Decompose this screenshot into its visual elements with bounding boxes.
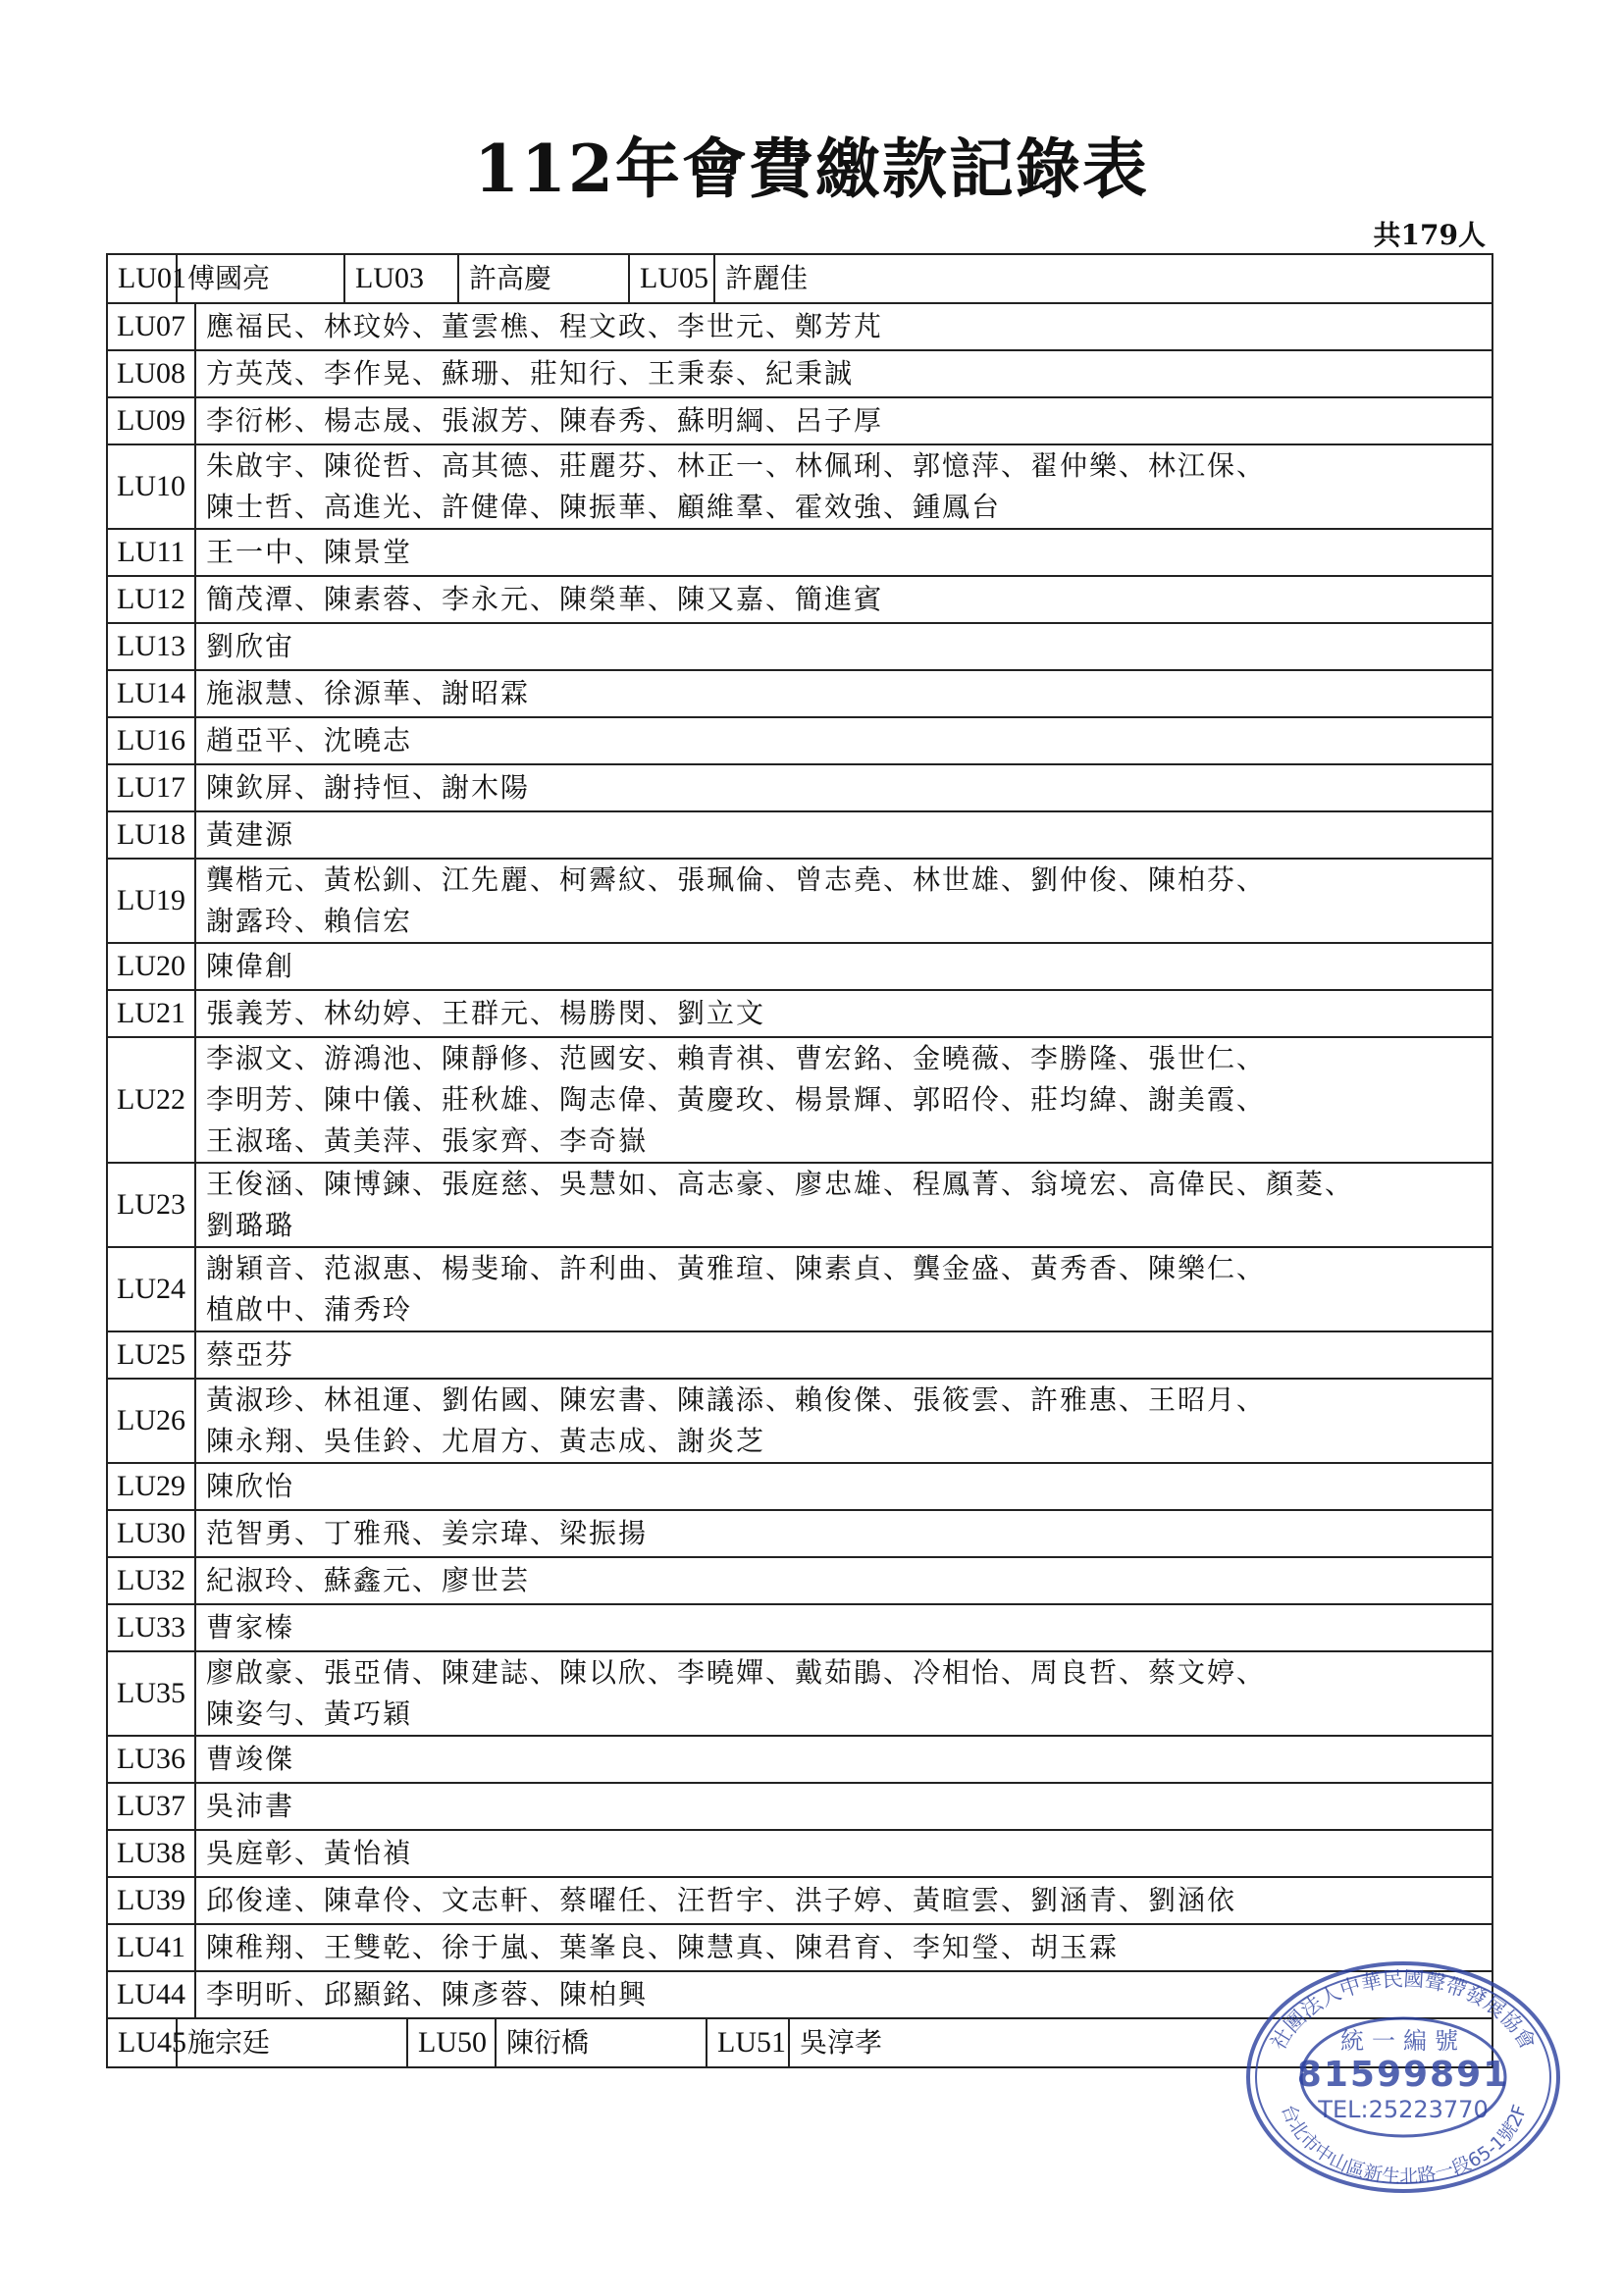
table-row [107, 1651, 1492, 1736]
table-row [107, 576, 1492, 623]
names-line: 王一中、陳景堂 [206, 536, 413, 568]
table-row [107, 1604, 1492, 1651]
member-code: LU26 [107, 1379, 195, 1463]
member-code: LU07 [107, 303, 195, 350]
member-names [195, 623, 1492, 670]
member-code: LU24 [107, 1247, 195, 1331]
member-names [195, 1163, 1492, 1247]
table-row [107, 990, 1492, 1037]
names-line: 曹竣傑 [206, 1743, 295, 1775]
member-names [195, 1736, 1492, 1783]
table-row [107, 943, 1492, 990]
member-names [195, 529, 1492, 576]
member-code: LU17 [107, 764, 195, 811]
seal-tel: TEL:25223770 [1318, 2096, 1489, 2123]
member-names [195, 1037, 1492, 1163]
member-names [195, 1877, 1492, 1924]
member-name: 陳衍橋 [496, 2019, 707, 2066]
organization-seal [1242, 1957, 1564, 2198]
seal-address: 台北市中山區新生北路一段65-1號2F [1277, 2101, 1532, 2188]
table-row [107, 1877, 1492, 1924]
names-line: 王淑瑤、黃美萍、張家齊、李奇嶽 [206, 1124, 649, 1157]
member-code: LU50 [407, 2019, 496, 2066]
seal-number: 81599891 [1296, 2055, 1510, 2095]
names-line: 曹家榛 [206, 1611, 295, 1644]
member-name: 許麗佳 [714, 255, 1492, 302]
member-code: LU20 [107, 943, 195, 990]
total-count: 共179人 [1373, 219, 1486, 251]
table-row [107, 1510, 1492, 1557]
table-row [107, 303, 1492, 350]
names-line: 吳庭彰、黃怡禎 [206, 1837, 413, 1869]
member-names [195, 303, 1492, 350]
member-code: LU01 [118, 262, 186, 294]
table-row [107, 1163, 1492, 1247]
member-code: LU44 [107, 1971, 195, 2018]
member-code: LU13 [107, 623, 195, 670]
member-code: LU09 [107, 397, 195, 444]
member-code: LU10 [107, 444, 195, 529]
payment-record-table [106, 253, 1493, 2068]
table-row-first [107, 254, 1492, 303]
table-row [107, 1247, 1492, 1331]
names-line: 王俊涵、陳博鍊、張庭慈、吳慧如、高志豪、廖忠雄、程鳳菁、翁境宏、高偉民、顏菱、 [206, 1168, 1355, 1200]
names-line: 朱啟宇、陳從哲、高其德、莊麗芬、林正一、林佩琍、郭憶萍、翟仲樂、林江保、 [206, 449, 1267, 482]
table-row [107, 397, 1492, 444]
member-code: LU16 [107, 717, 195, 764]
names-line: 趙亞平、沈曉志 [206, 724, 413, 757]
names-line: 陳稚翔、王雙乾、徐于嵐、葉峯良、陳慧真、陳君育、李知瑩、胡玉霖 [206, 1931, 1120, 1963]
names-line: 黃建源 [206, 818, 295, 851]
names-line: 黃淑珍、林祖運、劉佑國、陳宏書、陳議添、賴俊傑、張筱雲、許雅惠、王昭月、 [206, 1383, 1267, 1416]
names-line: 陳欣怡 [206, 1470, 295, 1502]
member-names [195, 1783, 1492, 1830]
member-names [195, 350, 1492, 397]
member-names [195, 576, 1492, 623]
table-row [107, 1463, 1492, 1510]
member-names [195, 397, 1492, 444]
member-names [195, 1510, 1492, 1557]
member-names [195, 1247, 1492, 1331]
member-code: LU23 [107, 1163, 195, 1247]
member-name: 傅國亮 [177, 255, 344, 302]
member-code: LU14 [107, 670, 195, 717]
member-code: LU35 [107, 1651, 195, 1736]
member-names [195, 764, 1492, 811]
member-code: LU30 [107, 1510, 195, 1557]
names-line: 植啟中、蒲秀玲 [206, 1293, 413, 1326]
member-names [195, 1331, 1492, 1379]
member-code: LU29 [107, 1463, 195, 1510]
member-code: LU05 [629, 255, 714, 302]
names-line: 李淑文、游鴻池、陳靜修、范國安、賴青祺、曹宏銘、金曉薇、李勝隆、張世仁、 [206, 1042, 1267, 1074]
table-row [107, 1830, 1492, 1877]
names-line: 張義芳、林幼婷、王群元、楊勝閔、劉立文 [206, 997, 766, 1029]
member-names [195, 811, 1492, 859]
names-line: 李衍彬、楊志晟、張淑芳、陳春秀、蘇明綱、呂子厚 [206, 404, 884, 437]
page-title: 112年會費繳款記錄表 [474, 130, 1149, 207]
names-line: 陳姿勻、黃巧穎 [206, 1697, 413, 1730]
names-line: 陳士哲、高進光、許健偉、陳振華、顧維羣、霍效強、鍾鳳台 [206, 491, 1002, 523]
member-names [195, 1604, 1492, 1651]
names-line: 劉欣宙 [206, 630, 295, 662]
member-names [195, 1830, 1492, 1877]
seal-ring-text: 社團法人中華民國聲帶發展協會 [1266, 1966, 1541, 2055]
table-row [107, 623, 1492, 670]
member-code: LU03 [344, 255, 458, 302]
member-code: LU25 [107, 1331, 195, 1379]
names-line: 陳偉創 [206, 950, 295, 982]
member-names [195, 1557, 1492, 1604]
member-code: LU36 [107, 1736, 195, 1783]
names-line: 應福民、林玟妗、董雲樵、程文政、李世元、鄭芳芃 [206, 310, 884, 342]
table-row [107, 1331, 1492, 1379]
names-line: 邱俊達、陳韋伶、文志軒、蔡曜任、汪哲宇、洪子婷、黃暄雲、劉涵青、劉涵依 [206, 1884, 1237, 1916]
first-row-split [108, 255, 1492, 302]
names-line: 紀淑玲、蘇鑫元、廖世芸 [206, 1564, 531, 1596]
member-code: LU22 [107, 1037, 195, 1163]
member-code: LU39 [107, 1877, 195, 1924]
table-row [107, 670, 1492, 717]
table-row [107, 529, 1492, 576]
member-code: LU18 [107, 811, 195, 859]
table-row [107, 444, 1492, 529]
member-code: LU11 [107, 529, 195, 576]
member-code: LU37 [107, 1783, 195, 1830]
member-code: LU41 [107, 1924, 195, 1971]
names-line: 龔楷元、黃松釧、江先麗、柯霽紋、張珮倫、曾志堯、林世雄、劉仲俊、陳柏芬、 [206, 863, 1267, 896]
member-names [195, 717, 1492, 764]
member-code: LU19 [107, 859, 195, 943]
member-code: LU32 [107, 1557, 195, 1604]
member-code: LU51 [707, 2019, 789, 2066]
member-code: LU12 [107, 576, 195, 623]
member-names [195, 943, 1492, 990]
table-row [107, 1783, 1492, 1830]
names-line: 施淑慧、徐源華、謝昭霖 [206, 677, 531, 709]
member-name: 施宗廷 [177, 2019, 407, 2066]
table-row [107, 859, 1492, 943]
member-code: LU45 [118, 2026, 186, 2059]
names-line: 劉璐璐 [206, 1209, 295, 1241]
table-row [107, 764, 1492, 811]
names-line: 李明昕、邱顯銘、陳彥蓉、陳柏興 [206, 1978, 649, 2010]
table-row [107, 1557, 1492, 1604]
member-names [195, 1463, 1492, 1510]
table-row [107, 1037, 1492, 1163]
names-line: 陳欽屏、謝持恒、謝木陽 [206, 771, 531, 804]
member-names [195, 1379, 1492, 1463]
names-line: 范智勇、丁雅飛、姜宗瑋、梁振揚 [206, 1517, 649, 1549]
seal-label: 統一編號 [1340, 2027, 1466, 2055]
member-names [195, 670, 1492, 717]
member-names [195, 990, 1492, 1037]
member-code: LU21 [107, 990, 195, 1037]
member-names [195, 1651, 1492, 1736]
names-line: 謝穎音、范淑惠、楊斐瑜、許利曲、黃雅瑄、陳素貞、龔金盛、黃秀香、陳樂仁、 [206, 1252, 1267, 1284]
member-names [195, 444, 1492, 529]
table-row [107, 1379, 1492, 1463]
names-line: 吳沛書 [206, 1790, 295, 1822]
member-name: 許高慶 [458, 255, 629, 302]
member-names [195, 859, 1492, 943]
names-line: 謝露玲、賴信宏 [206, 905, 413, 937]
names-line: 蔡亞芬 [206, 1338, 295, 1371]
names-line: 李明芳、陳中儀、莊秋雄、陶志偉、黃慶玫、楊景輝、郭昭伶、莊均緯、謝美霞、 [206, 1083, 1267, 1116]
names-line: 廖啟豪、張亞倩、陳建誌、陳以欣、李曉嬋、戴茹鵑、冷相怡、周良哲、蔡文婷、 [206, 1656, 1267, 1689]
table-row [107, 350, 1492, 397]
names-line: 方英茂、李作晃、蘇珊、莊知行、王秉泰、紀秉誠 [206, 357, 855, 390]
table-row [107, 1736, 1492, 1783]
member-code: LU33 [107, 1604, 195, 1651]
table-row [107, 717, 1492, 764]
names-line: 陳永翔、吳佳鈴、尤眉方、黃志成、謝炎芝 [206, 1425, 766, 1457]
table-row [107, 811, 1492, 859]
names-line: 簡茂潭、陳素蓉、李永元、陳榮華、陳又嘉、簡進賓 [206, 583, 884, 615]
member-code: LU38 [107, 1830, 195, 1877]
member-code: LU08 [107, 350, 195, 397]
member-name: 吳淳孝 [789, 2019, 1492, 2066]
